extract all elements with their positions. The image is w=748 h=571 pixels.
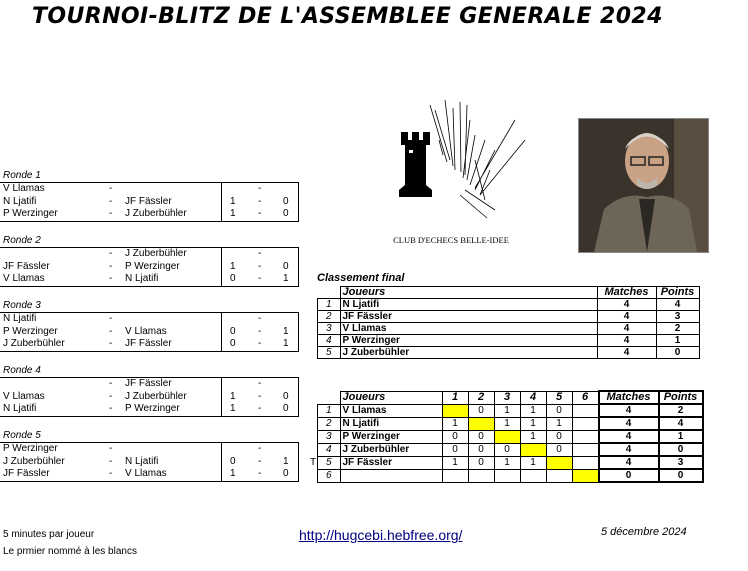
game-row (0, 443, 298, 456)
matches-count: 4 (597, 311, 656, 323)
result-cell (572, 456, 599, 469)
result-cell: 0 (442, 430, 468, 443)
dash: - (109, 260, 113, 272)
note-colors: Le prmier nommé à les blancs (3, 546, 137, 557)
player-white: V Llamas (3, 273, 45, 285)
row-number: 6 (318, 469, 341, 482)
result-cell: 1 (494, 456, 520, 469)
result-cell: 0 (468, 404, 494, 417)
points-count: 0 (659, 443, 703, 456)
ranking-row (318, 299, 700, 311)
result-cell (442, 469, 468, 482)
player-black: JF Fässler (125, 338, 172, 350)
score-dash: - (258, 325, 262, 337)
game-row (0, 326, 298, 339)
points-count: 1 (659, 430, 703, 443)
result-cell: 0 (546, 443, 572, 456)
score-white: 0 (230, 273, 236, 285)
score-white: 0 (230, 455, 236, 467)
score-dash: - (258, 378, 262, 389)
header-col-4: 4 (520, 391, 546, 404)
ranking-title: Classement final (317, 272, 405, 284)
result-cell: 1 (520, 456, 546, 469)
final-ranking (317, 272, 700, 359)
score-dash: - (258, 403, 262, 415)
player-white: J Zuberbühler (3, 338, 65, 350)
player-name: V Llamas (340, 404, 442, 417)
player-name: P Werzinger (340, 335, 597, 347)
score-black: 1 (283, 338, 289, 350)
score-black: 1 (283, 325, 289, 337)
player-name: JF Fässler (340, 311, 597, 323)
player-black: JF Fässler (125, 195, 172, 207)
row-number: 2 (318, 417, 341, 430)
player-white: V Llamas (3, 183, 45, 194)
dash: - (109, 313, 113, 324)
header-matches: Matches (597, 287, 656, 299)
round-block (0, 300, 299, 352)
rank-number: 1 (318, 299, 341, 311)
score-dash: - (258, 260, 262, 272)
player-white: JF Fässler (3, 260, 50, 272)
points-count: 0 (659, 469, 703, 482)
player-white: P Werzinger (3, 443, 58, 454)
player-black: J Zuberbühler (125, 208, 187, 220)
round-block (0, 365, 299, 417)
rank-number: 4 (318, 335, 341, 347)
game-row (0, 248, 298, 261)
score-dash: - (258, 443, 262, 454)
game-row (0, 261, 298, 274)
player-name: J Zuberbühler (340, 347, 597, 359)
header-col-3: 3 (494, 391, 520, 404)
score-dash: - (258, 183, 262, 194)
player-black: P Werzinger (125, 403, 180, 415)
header-matches: Matches (599, 391, 659, 404)
result-cell: 1 (546, 417, 572, 430)
diagonal-cell (468, 417, 494, 430)
ranking-row (318, 335, 700, 347)
result-cell (572, 430, 599, 443)
player-black: N Ljatifi (125, 273, 159, 285)
player-white: V Llamas (3, 390, 45, 402)
dash: - (109, 468, 113, 480)
matches-count: 4 (599, 456, 659, 469)
score-black: 1 (283, 455, 289, 467)
player-name: P Werzinger (340, 430, 442, 443)
result-cell (468, 469, 494, 482)
score-black: 0 (283, 403, 289, 415)
points-count: 1 (656, 335, 699, 347)
result-cell: 0 (442, 443, 468, 456)
round-games (0, 442, 299, 482)
player-black: J Zuberbühler (125, 248, 187, 259)
note-time-control: 5 minutes par joueur (3, 529, 95, 540)
player-name: J Zuberbühler (340, 443, 442, 456)
header-points: Points (656, 287, 699, 299)
game-row (0, 183, 298, 196)
score-dash: - (258, 455, 262, 467)
result-cell: 1 (494, 404, 520, 417)
player-black: N Ljatifi (125, 455, 159, 467)
club-website-link[interactable]: http://hugcebi.hebfree.org/ (299, 527, 463, 543)
matches-count: 4 (597, 299, 656, 311)
result-cell: 1 (442, 417, 468, 430)
diagonal-cell (520, 443, 546, 456)
player-black: JF Fässler (125, 378, 172, 389)
row-number: 5 (318, 456, 341, 469)
player-white: N Ljatifi (3, 195, 37, 207)
matches-count: 4 (599, 443, 659, 456)
dash: - (109, 248, 113, 259)
game-row (0, 313, 298, 326)
score-black: 1 (283, 273, 289, 285)
result-cell (572, 443, 599, 456)
score-white: 0 (230, 338, 236, 350)
page-title: TOURNOI-BLITZ DE L'ASSEMBLEE GENERALE 2024 (32, 4, 663, 29)
player-white: P Werzinger (3, 208, 58, 220)
score-black: 0 (283, 390, 289, 402)
round-label: Ronde 4 (3, 365, 41, 376)
score-black: 0 (283, 195, 289, 207)
row-number: 1 (318, 404, 341, 417)
dash: - (109, 390, 113, 402)
crosstable-table (317, 390, 704, 483)
round-block (0, 430, 299, 482)
ranking-row (318, 323, 700, 335)
player-name: N Ljatifi (340, 299, 597, 311)
score-dash: - (258, 273, 262, 285)
round-games (0, 247, 299, 287)
stray-mark: T (310, 457, 317, 468)
header-col-1: 1 (442, 391, 468, 404)
diagonal-cell (546, 456, 572, 469)
result-cell: 0 (546, 404, 572, 417)
points-count: 4 (656, 299, 699, 311)
player-white: J Zuberbühler (3, 455, 65, 467)
result-cell (520, 469, 546, 482)
score-white: 1 (230, 390, 236, 402)
header-players: Joueurs (340, 391, 442, 404)
score-dash: - (258, 390, 262, 402)
result-cell (546, 469, 572, 482)
game-row (0, 403, 298, 416)
game-row (0, 378, 298, 391)
crosstable-row (318, 404, 703, 417)
result-cell: 1 (494, 417, 520, 430)
player-name: JF Fässler (340, 456, 442, 469)
dash: - (109, 195, 113, 207)
header-col-2: 2 (468, 391, 494, 404)
game-row (0, 273, 298, 286)
points-count: 4 (659, 417, 703, 430)
player-photo (578, 118, 709, 253)
round-block (0, 170, 299, 222)
score-white: 1 (230, 260, 236, 272)
diagonal-cell (442, 404, 468, 417)
score-black: 0 (283, 208, 289, 220)
crosstable-row (318, 443, 703, 456)
dash: - (109, 183, 113, 194)
player-white: P Werzinger (3, 325, 58, 337)
result-cell (572, 417, 599, 430)
score-dash: - (258, 338, 262, 350)
score-dash: - (258, 248, 262, 259)
result-cell: 1 (520, 430, 546, 443)
crosstable-row (318, 469, 703, 482)
player-name: V Llamas (340, 323, 597, 335)
dash: - (109, 338, 113, 350)
round-games (0, 182, 299, 222)
score-dash: - (258, 313, 262, 324)
diagonal-cell (494, 430, 520, 443)
score-black: 0 (283, 260, 289, 272)
result-cell: 1 (442, 456, 468, 469)
header-points: Points (659, 391, 703, 404)
round-label: Ronde 3 (3, 300, 41, 311)
round-games (0, 312, 299, 352)
player-black: P Werzinger (125, 260, 180, 272)
result-cell: 0 (546, 430, 572, 443)
dash: - (109, 403, 113, 415)
player-black: V Llamas (125, 325, 167, 337)
dash: - (109, 325, 113, 337)
game-row (0, 338, 298, 351)
score-dash: - (258, 208, 262, 220)
score-white: 1 (230, 195, 236, 207)
crosstable-row (318, 430, 703, 443)
club-logo (375, 100, 527, 250)
matches-count: 4 (597, 335, 656, 347)
ranking-row (318, 311, 700, 323)
points-count: 0 (656, 347, 699, 359)
matches-count: 4 (599, 417, 659, 430)
matches-count: 4 (599, 404, 659, 417)
result-cell: 0 (468, 443, 494, 456)
round-block (0, 235, 299, 287)
matches-count: 0 (599, 469, 659, 482)
dash: - (109, 455, 113, 467)
score-white: 0 (230, 325, 236, 337)
rank-number: 5 (318, 347, 341, 359)
score-white: 1 (230, 208, 236, 220)
header-players: Joueurs (340, 287, 597, 299)
header-col-5: 5 (546, 391, 572, 404)
round-label: Ronde 5 (3, 430, 41, 441)
score-white: 1 (230, 403, 236, 415)
player-white: N Ljatifi (3, 403, 37, 415)
result-cell: 1 (520, 404, 546, 417)
game-row (0, 468, 298, 481)
player-white: N Ljatifi (3, 313, 37, 324)
result-cell: 1 (520, 417, 546, 430)
header-col-6: 6 (572, 391, 599, 404)
row-number: 4 (318, 443, 341, 456)
game-row (0, 208, 298, 221)
rank-number: 2 (318, 311, 341, 323)
dash: - (109, 378, 113, 389)
player-name: N Ljatifi (340, 417, 442, 430)
matches-count: 4 (599, 430, 659, 443)
row-number: 3 (318, 430, 341, 443)
game-row (0, 391, 298, 404)
score-black: 0 (283, 468, 289, 480)
ranking-table (317, 286, 700, 359)
points-count: 3 (656, 311, 699, 323)
score-dash: - (258, 195, 262, 207)
result-cell (494, 469, 520, 482)
dash: - (109, 208, 113, 220)
crosstable-row (318, 417, 703, 430)
points-count: 2 (656, 323, 699, 335)
ranking-row (318, 347, 700, 359)
player-black: V Llamas (125, 468, 167, 480)
result-cell: 0 (468, 456, 494, 469)
round-label: Ronde 2 (3, 235, 41, 246)
rook-logo-icon (375, 100, 527, 250)
score-dash: - (258, 468, 262, 480)
event-date: 5 décembre 2024 (601, 526, 687, 538)
crosstable-row (318, 456, 703, 469)
score-white: 1 (230, 468, 236, 480)
round-label: Ronde 1 (3, 170, 41, 181)
matches-count: 4 (597, 347, 656, 359)
matches-count: 4 (597, 323, 656, 335)
game-row (0, 456, 298, 469)
crosstable (317, 390, 704, 483)
player-white: JF Fässler (3, 468, 50, 480)
diagonal-cell (572, 469, 599, 482)
player-name (340, 469, 442, 482)
dash: - (109, 273, 113, 285)
club-name: CLUB D'ECHECS BELLE-IDEE (393, 235, 509, 245)
result-cell (572, 404, 599, 417)
rank-number: 3 (318, 323, 341, 335)
dash: - (109, 443, 113, 454)
result-cell: 0 (494, 443, 520, 456)
points-count: 3 (659, 456, 703, 469)
result-cell: 0 (468, 430, 494, 443)
round-games (0, 377, 299, 417)
player-black: J Zuberbühler (125, 390, 187, 402)
game-row (0, 196, 298, 209)
points-count: 2 (659, 404, 703, 417)
